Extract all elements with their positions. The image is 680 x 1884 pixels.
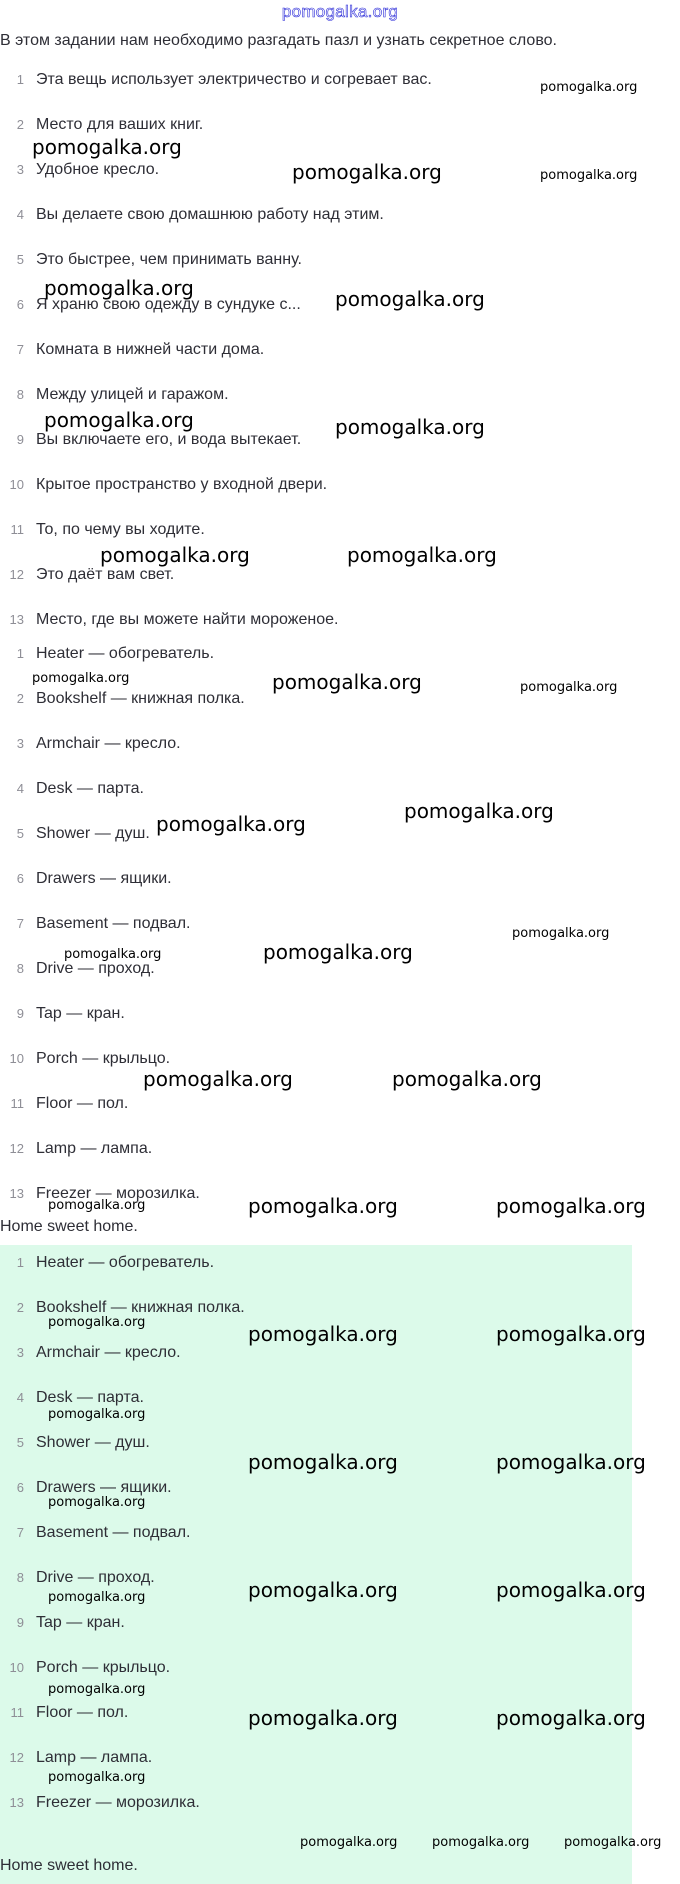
watermark: pomogalka.org (44, 408, 194, 432)
watermark: pomogalka.org (48, 1495, 146, 1510)
clue-row (0, 372, 432, 417)
item-number: 2 (16, 1300, 24, 1315)
item-text: Desk — парта. (36, 1388, 144, 1406)
answer-row (0, 946, 245, 991)
answer-row (0, 1645, 245, 1690)
item-number: 4 (16, 207, 24, 222)
watermark: pomogalka.org (64, 947, 162, 962)
answers-list-final (0, 1240, 245, 1825)
watermark: pomogalka.org (540, 168, 638, 183)
item-number: 10 (9, 477, 24, 492)
watermark: pomogalka.org (496, 1706, 646, 1730)
watermark: pomogalka.org (335, 287, 485, 311)
item-text: Lamp — лампа. (36, 1748, 153, 1766)
item-number: 3 (16, 1345, 24, 1360)
item-text: Desk — парта. (36, 779, 144, 797)
item-number: 6 (16, 1480, 24, 1495)
item-number: 3 (16, 162, 24, 177)
item-text: Freezer — морозилка. (36, 1793, 200, 1811)
clue-row (0, 192, 432, 237)
answer-row (0, 1600, 245, 1645)
watermark: pomogalka.org (32, 671, 130, 686)
final-summary: Home sweet home. (0, 1857, 138, 1874)
clue-row (0, 147, 432, 192)
answer-row (0, 856, 245, 901)
answer-row (0, 1171, 245, 1216)
item-text: Bookshelf — книжная полка. (36, 1298, 245, 1316)
watermark: pomogalka.org (432, 1835, 530, 1850)
item-number: 3 (16, 736, 24, 751)
clue-row (0, 462, 432, 507)
answer-summary: Home sweet home. (0, 1218, 138, 1235)
watermark: pomogalka.org (48, 1407, 146, 1422)
item-text: Shower — душ. (36, 824, 150, 842)
item-text: Porch — крыльцо. (36, 1049, 171, 1067)
clue-row (0, 57, 432, 102)
watermark: pomogalka.org (48, 1682, 146, 1697)
item-number: 8 (16, 387, 24, 402)
answer-row (0, 1555, 245, 1600)
item-number: 12 (9, 567, 24, 582)
item-number: 13 (9, 612, 24, 627)
item-number: 11 (10, 1705, 24, 1720)
item-number: 1 (16, 646, 24, 661)
item-text: Lamp — лампа. (36, 1139, 153, 1157)
item-text: Heater — обогреватель. (36, 644, 215, 662)
item-number: 4 (16, 781, 24, 796)
item-text: Armchair — кресло. (36, 1343, 181, 1361)
item-number: 12 (9, 1750, 24, 1765)
item-number: 2 (16, 691, 24, 706)
item-text: Basement — подвал. (36, 914, 191, 932)
answer-row (0, 1375, 245, 1420)
watermark: pomogalka.org (143, 1067, 293, 1091)
clues-list (0, 57, 432, 642)
item-number: 5 (16, 1435, 24, 1450)
answer-row (0, 1285, 245, 1330)
answer-row (0, 766, 245, 811)
clue-row (0, 417, 432, 462)
clue-row (0, 237, 432, 282)
watermark: pomogalka.org (512, 926, 610, 941)
item-text: Это быстрее, чем принимать ванну. (36, 250, 302, 268)
item-number: 4 (16, 1390, 24, 1405)
item-text: Между улицей и гаражом. (36, 385, 229, 403)
item-number: 11 (10, 1096, 24, 1111)
answer-row (0, 721, 245, 766)
item-text: Heater — обогреватель. (36, 1253, 215, 1271)
answer-row (0, 1735, 245, 1780)
item-text: Drive — проход. (36, 959, 155, 977)
item-number: 7 (16, 342, 24, 357)
item-text: Shower — душ. (36, 1433, 150, 1451)
watermark: pomogalka.org (248, 1450, 398, 1474)
item-number: 10 (9, 1051, 24, 1066)
item-text: Это даёт вам свет. (36, 565, 175, 583)
item-text: Место для ваших книг. (36, 115, 204, 133)
item-number: 10 (9, 1660, 24, 1675)
watermark: pomogalka.org (48, 1315, 146, 1330)
answers-list (0, 631, 245, 1216)
item-text: Место, где вы можете найти мороженое. (36, 610, 339, 628)
item-text: Drawers — ящики. (36, 1478, 172, 1496)
watermark: pomogalka.org (248, 1578, 398, 1602)
clue-row (0, 507, 432, 552)
watermark: pomogalka.org (48, 1770, 146, 1785)
answer-row (0, 1420, 245, 1465)
clue-row (0, 327, 432, 372)
clue-row (0, 552, 432, 597)
item-text: Drive — проход. (36, 1568, 155, 1586)
item-number: 9 (16, 1006, 24, 1021)
item-number: 7 (16, 1525, 24, 1540)
answer-row (0, 991, 245, 1036)
item-number: 12 (9, 1141, 24, 1156)
item-text: Floor — пол. (36, 1094, 129, 1112)
watermark: pomogalka.org (272, 670, 422, 694)
watermark: pomogalka.org (48, 1198, 146, 1213)
item-number: 8 (16, 1570, 24, 1585)
answer-row (0, 1465, 245, 1510)
item-number: 8 (16, 961, 24, 976)
clue-row (0, 102, 432, 147)
answer-row (0, 1240, 245, 1285)
item-text: Эта вещь использует электричество и согревает вас. (36, 70, 432, 88)
clue-row (0, 282, 432, 327)
watermark: pomogalka.org (540, 80, 638, 95)
watermark: pomogalka.org (292, 160, 442, 184)
answer-row (0, 676, 245, 721)
item-number: 2 (16, 117, 24, 132)
watermark: pomogalka.org (520, 680, 618, 695)
site-link[interactable]: pomogalka.org (281, 2, 399, 21)
item-text: Porch — крыльцо. (36, 1658, 171, 1676)
item-text: То, по чему вы ходите. (36, 520, 205, 538)
watermark: pomogalka.org (248, 1194, 398, 1218)
item-text: Крытое пространство у входной двери. (36, 475, 328, 493)
item-text: Я храню свою одежду в сундуке с... (36, 295, 301, 313)
item-number: 13 (9, 1795, 24, 1810)
watermark: pomogalka.org (300, 1835, 398, 1850)
watermark: pomogalka.org (263, 940, 413, 964)
answer-row (0, 901, 245, 946)
item-text: Вы включаете его, и вода вытекает. (36, 430, 302, 448)
item-number: 1 (16, 1255, 24, 1270)
item-text: Floor — пол. (36, 1703, 129, 1721)
answer-row (0, 1690, 245, 1735)
watermark: pomogalka.org (44, 276, 194, 300)
item-number: 7 (16, 916, 24, 931)
answer-row (0, 1081, 245, 1126)
answer-row (0, 811, 245, 856)
item-text: Удобное кресло. (36, 160, 160, 178)
watermark: pomogalka.org (496, 1322, 646, 1346)
item-number: 13 (9, 1186, 24, 1201)
watermark: pomogalka.org (248, 1706, 398, 1730)
item-number: 11 (10, 522, 24, 537)
watermark: pomogalka.org (496, 1450, 646, 1474)
watermark: pomogalka.org (392, 1067, 542, 1091)
item-number: 6 (16, 871, 24, 886)
watermark: pomogalka.org (347, 543, 497, 567)
answer-row (0, 631, 245, 676)
watermark: pomogalka.org (496, 1578, 646, 1602)
watermark: pomogalka.org (335, 415, 485, 439)
item-number: 5 (16, 826, 24, 841)
item-number: 9 (16, 1615, 24, 1630)
answer-row (0, 1510, 245, 1555)
item-number: 5 (16, 252, 24, 267)
intro-text: В этом задании нам необходимо разгадать пазл и узнать секретное слово. (0, 32, 557, 49)
item-text: Armchair — кресло. (36, 734, 181, 752)
watermark: pomogalka.org (100, 543, 250, 567)
item-number: 6 (16, 297, 24, 312)
watermark: pomogalka.org (48, 1590, 146, 1605)
watermark: pomogalka.org (404, 799, 554, 823)
item-text: Basement — подвал. (36, 1523, 191, 1541)
item-text: Tap — кран. (36, 1613, 125, 1631)
answer-row (0, 1330, 245, 1375)
item-text: Tap — кран. (36, 1004, 125, 1022)
item-number: 9 (16, 432, 24, 447)
watermark: pomogalka.org (156, 812, 306, 836)
answer-row (0, 1036, 245, 1081)
watermark: pomogalka.org (32, 135, 182, 159)
answer-row (0, 1780, 245, 1825)
item-text: Bookshelf — книжная полка. (36, 689, 245, 707)
answer-row (0, 1126, 245, 1171)
watermark: pomogalka.org (564, 1835, 662, 1850)
item-text: Freezer — морозилка. (36, 1184, 200, 1202)
watermark: pomogalka.org (496, 1194, 646, 1218)
item-number: 1 (16, 72, 24, 87)
item-text: Комната в нижней части дома. (36, 340, 265, 358)
item-text: Вы делаете свою домашнюю работу над этим. (36, 205, 384, 223)
watermark: pomogalka.org (248, 1322, 398, 1346)
item-text: Drawers — ящики. (36, 869, 172, 887)
